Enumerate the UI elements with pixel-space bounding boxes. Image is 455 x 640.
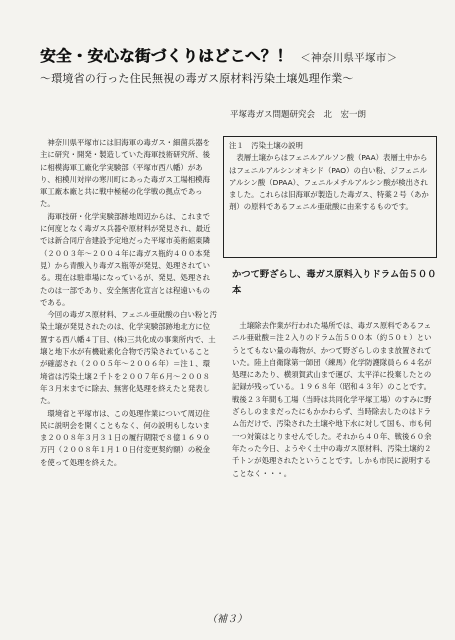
- page-number: （補３）: [207, 614, 247, 625]
- section-heading: かつて野ざらし、毒ガス原料入りドラム缶５００本: [232, 269, 437, 296]
- left-column: [40, 137, 217, 469]
- body-paragraph: 海軍技研・化学実験部跡地周辺からは、これまでに何度となく毒ガス兵器や原材料が発見され、最近では新合同庁舎建設予定地だった平塚市美術館東隣（２００３年～２００４年に毒ガス瓶約４００本発見）から青酸入り毒ガス瓶等が発見、処理されている。現在は駐車場になっているが、発見、処理されたのは一部であり、安全無害化宣言とは程遠いものである。: [40, 211, 211, 307]
- body-paragraph: 今回の毒ガス原材料、フェニル亜砒酸の白い粉と汚染土壌が発見されたのは、化学実験部跡地北方に位置する西八幡４丁目、(株)三共化成の事業所内で、土壌と地下水が有機砒素化合物で汚染されていることが確認され（２００５年～２００６年）＝注１、環境省は汚染土壌２千トを２００７年６月～２００８年３月末までに除去、無害化処理を終えたと発表した。: [40, 310, 218, 406]
- article-subtitle: ～環境省の行った住民無視の毒ガス原材料汚染土壌処理作業～: [40, 72, 354, 85]
- body-paragraph: 神奈川県平塚市には旧海軍の毒ガス・細菌兵器を主に研究・開発・製造していた海軍技術研究所、後に相模海軍工廠化学実験部（平塚市西八幡）があり、相模川対岸の寒川町にあった毒ガス工場相模海軍工廠本廠と共に戦中極秘の化学戦の拠点であった。: [40, 138, 210, 209]
- article-location: ＜神奈川県平塚市＞: [300, 52, 398, 64]
- right-column: [232, 320, 438, 480]
- note-body: 表層土壌からはフェニルアルソン酸（PAA）表層土中からはフェニルアルシンオキシド（PAO）の白い粉、ジフェニルアルシン酸（DPAA）、フェニルメチルアルシン酸が検出されました。これらは旧海軍が製造した毒ガス、特薬２号（あか剤）の原料であるフェニル亜砒酸に由来するものです。: [229, 153, 429, 212]
- body-paragraph: 環境省と平塚市は、この処理作業について周辺住民に説明会を開くこともなく、何の説明もしないまま２００８年３月３１日の履行期限で８億１６９０万円（２００８年１月１０日付変更契約額）の税金を使って処理を終えた。: [40, 408, 210, 467]
- article-title-line: [40, 44, 440, 66]
- note-title: 注１ 汚染土壌の説明: [229, 141, 303, 150]
- note-box: [223, 136, 437, 258]
- article-title: 安全・安心な街づくりはどこへ？！: [40, 47, 293, 65]
- article-author: 平塚毒ガス問題研究会 北 宏一朗: [230, 110, 367, 120]
- body-paragraph: 土壌除去作業が行われた場所では、毒ガス原料であるフェニル亜砒酸＝注２入りのドラム缶５００本（約５０ｔ）というとてもない量の毒物が、かつて野ざらしのまま放置されていた。陸上自衛隊第一師団（練馬）化学防護隊員ら６４名が処理にあたり、横須賀武山まで運び、太平洋に投棄したとの記録が残っている。１９６８年（昭和４３年）のことです。戦後２３年間も工場（当時は共同化学平塚工場）のすみに野ざらしのままだったにもかかわらず、当時除去したのはドラム缶だけで、汚染された土壌や地下水に対して国も、市も何一つ対策はとりませんでした。それから４０年、戦後６０余年たった今日、ようやく土中の毒ガス原材料、汚染土壌約２千トンが処理されたということです。しかも市民に説明することなく・・・。: [232, 321, 432, 478]
